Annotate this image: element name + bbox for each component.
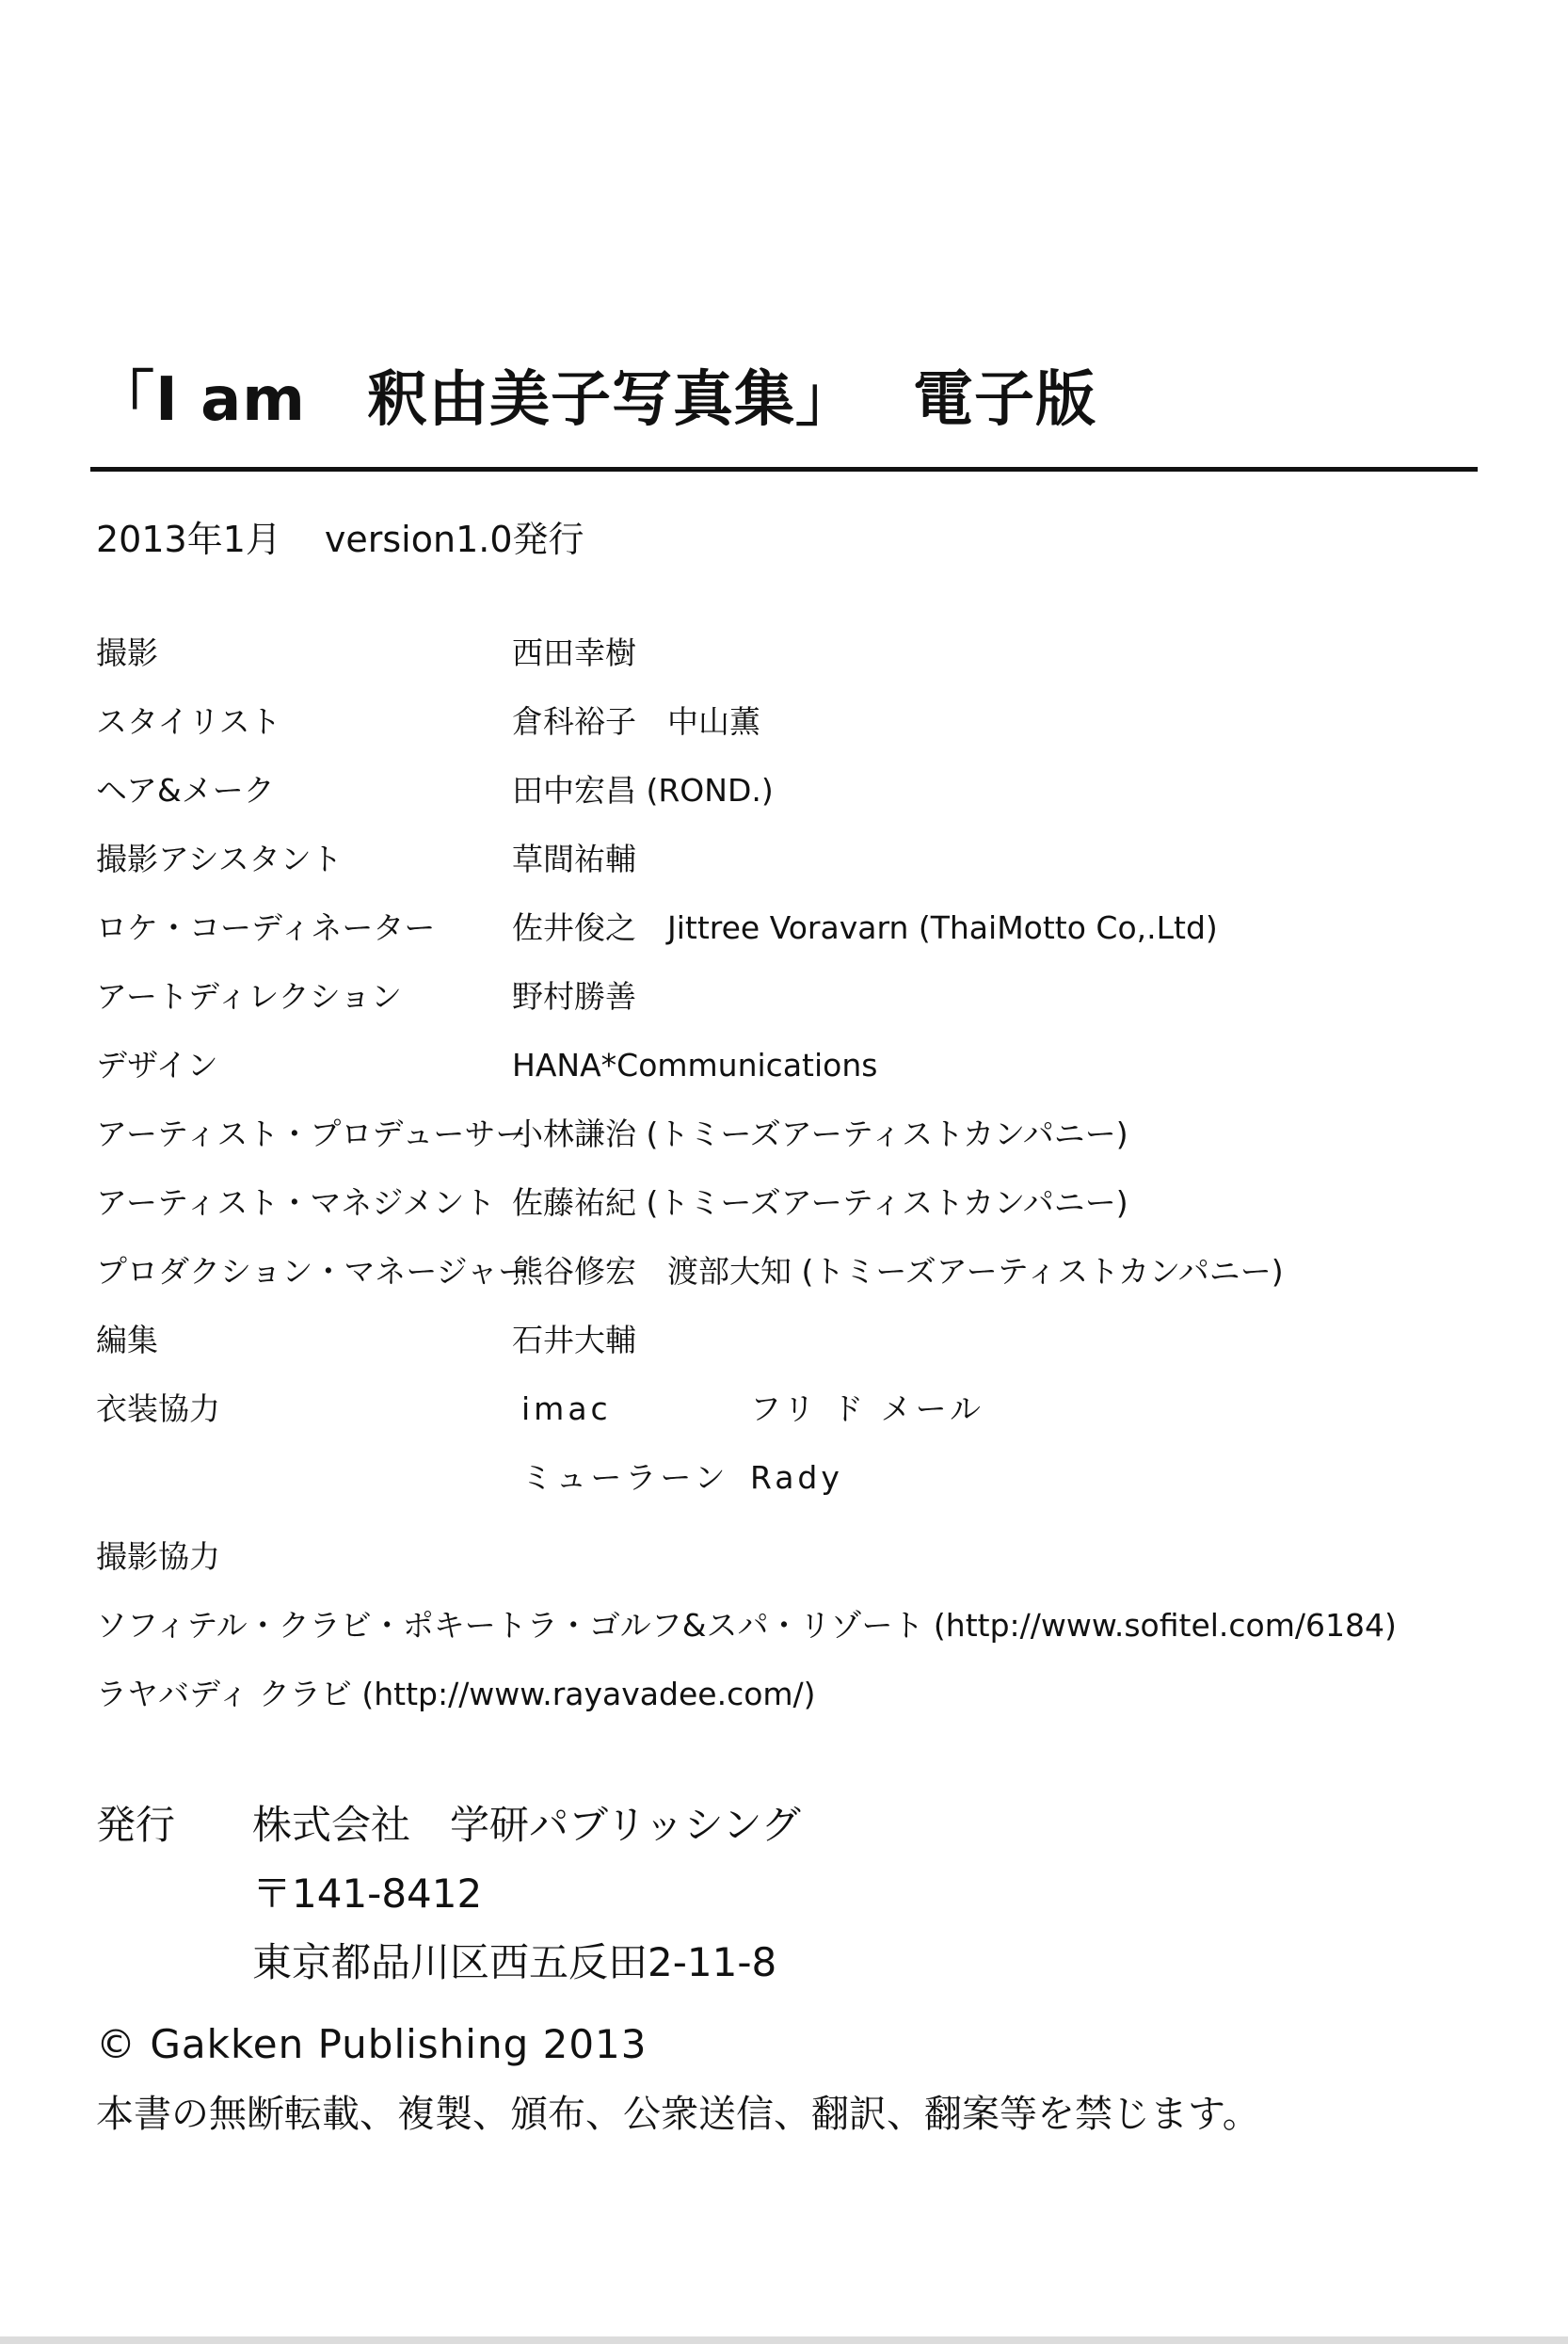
credit-row — [96, 1112, 1470, 1180]
version-line — [96, 516, 584, 563]
costume-brand: ミューラーン — [521, 1459, 729, 1496]
credit-names: 小林謙治 (トミーズアーティストカンパニー) — [512, 1116, 1128, 1152]
credit-role: 編集 — [96, 1322, 158, 1358]
title-divider — [90, 467, 1478, 472]
credit-names: 石井大輔 — [512, 1322, 636, 1358]
credit-names: 佐藤祐紀 (トミーズアーティストカンパニー) — [512, 1184, 1128, 1221]
publisher-address: 東京都品川区西五反田2-11-8 — [252, 1939, 777, 1985]
page-title — [94, 362, 1468, 438]
credit-names: 西田幸樹 — [512, 634, 636, 671]
credit-row — [96, 974, 1470, 1043]
title-main: 「I am 釈由美子写真集」 — [94, 365, 856, 435]
version-date: 2013年1月 — [96, 519, 281, 560]
shoot-cooperation-line: ソフィテル・クラビ・ポキートラ・ゴルフ&スパ・リゾート (http://www.sofitel.com/6184) — [96, 1607, 1397, 1644]
costume-brand: フリ ド メール — [750, 1390, 984, 1427]
credit-names: 倉科裕子 中山薫 — [512, 703, 760, 740]
costume-brand: imac — [521, 1390, 612, 1427]
credit-role: 撮影アシスタント — [96, 841, 343, 877]
title-edition: 電子版 — [913, 365, 1096, 435]
credit-row — [96, 1249, 1470, 1318]
version-label: version1.0発行 — [324, 519, 584, 560]
costume-row-1 — [96, 1387, 1470, 1455]
costume-role: 衣装協力 — [96, 1390, 220, 1427]
costume-brand: Rady — [750, 1459, 843, 1496]
credit-role: アートディレクション — [96, 978, 403, 1015]
credit-role: ロケ・コーディネーター — [96, 909, 436, 946]
credit-role: スタイリスト — [96, 703, 281, 740]
credit-names: 草間祐輔 — [512, 841, 636, 877]
credit-names: 佐井俊之 Jittree Voravarn (ThaiMotto Co,.Ltd) — [512, 909, 1218, 946]
credit-row — [96, 631, 1470, 699]
credit-role: アーティスト・マネジメント — [96, 1184, 496, 1221]
publisher-postal: 〒141-8412 — [252, 1870, 483, 1917]
credit-row — [96, 837, 1470, 906]
credit-role: 撮影 — [96, 634, 158, 671]
credit-row — [96, 1043, 1470, 1112]
shoot-cooperation — [96, 1522, 1397, 1728]
credit-names: 田中宏昌 (ROND.) — [512, 772, 774, 809]
bottom-edge — [0, 2336, 1568, 2344]
copyright: © Gakken Publishing 2013 — [96, 2021, 648, 2067]
credit-names: HANA*Communications — [512, 1047, 878, 1084]
credit-names: 熊谷修宏 渡部大知 (トミーズアーティストカンパニー) — [512, 1253, 1284, 1290]
credit-row — [96, 1318, 1470, 1387]
shoot-cooperation-role: 撮影協力 — [96, 1538, 220, 1575]
credit-row — [96, 906, 1470, 974]
credit-role: アーティスト・プロデューサー — [96, 1116, 527, 1152]
publisher-company: 株式会社 学研パブリッシング — [252, 1802, 801, 1848]
credit-row — [96, 768, 1470, 837]
reproduction-notice: 本書の無断転載、複製、頒布、公衆送信、翻訳、翻案等を禁じます。 — [96, 2093, 1260, 2136]
credit-row — [96, 699, 1470, 768]
credit-row — [96, 1180, 1470, 1249]
costume-row-2 — [96, 1455, 1470, 1524]
shoot-cooperation-line: ラヤバディ クラビ (http://www.rayavadee.com/) — [96, 1676, 816, 1712]
publisher-label: 発行 — [96, 1802, 176, 1848]
credits-list — [96, 631, 1470, 1524]
credit-names: 野村勝善 — [512, 978, 636, 1015]
credit-role: プロダクション・マネージャー — [96, 1253, 530, 1290]
credit-role: デザイン — [96, 1047, 218, 1084]
credit-role: ヘア&メーク — [96, 772, 275, 809]
